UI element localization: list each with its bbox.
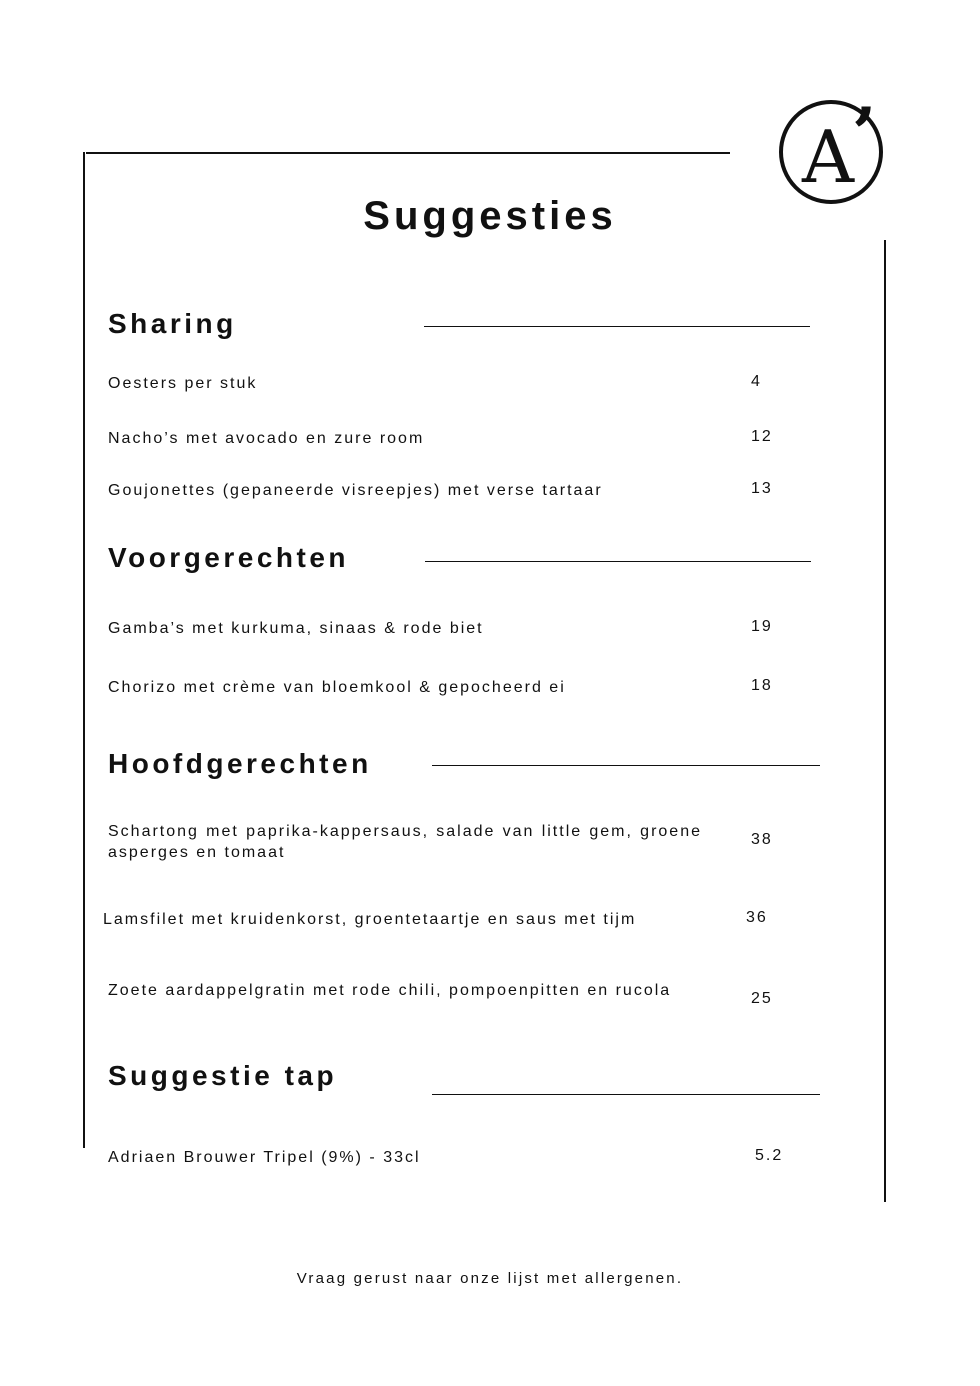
menu-item-price: 12 [751,428,773,445]
allergen-note: Vraag gerust naar onze lijst met allergenen. [296,1270,684,1287]
menu-item-price: 5.2 [755,1147,784,1164]
frame-left-line [83,152,85,1148]
menu-item-price: 38 [751,831,773,848]
section-rule-hoofdgerechten [432,765,820,766]
menu-item-name: Zoete aardappelgratin met rode chili, pompoenpitten en rucola [108,982,672,999]
menu-item-name: Adriaen Brouwer Tripel (9%) - 33cl [108,1149,421,1166]
menu-item-name: Schartong met paprika-kappersaus, salade van little gem, groene asperges en tomaat [108,823,702,861]
section-heading-hoofdgerechten: Hoofdgerechten [108,748,372,779]
menu-item-name: Lamsfilet met kruidenkorst, groentetaartje en saus met tijm [103,911,637,928]
menu-item-name: Goujonettes (gepaneerde visreepjes) met verse tartaar [108,482,603,499]
menu-item-price: 4 [751,373,762,390]
logo-icon [778,96,888,206]
menu-item-price: 13 [751,480,773,497]
frame-right-line [884,240,886,1202]
menu-item-name: Chorizo met crème van bloemkool & gepocheerd ei [108,679,566,696]
logo-apostrophe: ’ [851,96,877,175]
section-heading-suggestie-tap: Suggestie tap [108,1060,338,1091]
menu-item-name: Gamba’s met kurkuma, sinaas & rode biet [108,620,484,637]
menu-item-name: Nacho’s met avocado en zure room [108,430,425,447]
page-title: Suggesties [363,194,617,238]
menu-item-name: Oesters per stuk [108,375,258,392]
section-rule-sharing [424,326,810,327]
frame-top-line [86,152,730,154]
menu-item-price: 25 [751,990,773,1007]
section-rule-voorgerechten [425,561,811,562]
section-heading-sharing: Sharing [108,308,237,339]
menu-item-price: 36 [746,909,768,926]
section-heading-voorgerechten: Voorgerechten [108,542,350,573]
logo-letter: A [802,115,854,199]
menu-item-price: 19 [751,618,773,635]
section-rule-suggestie-tap [432,1094,820,1095]
menu-item-price: 18 [751,677,773,694]
